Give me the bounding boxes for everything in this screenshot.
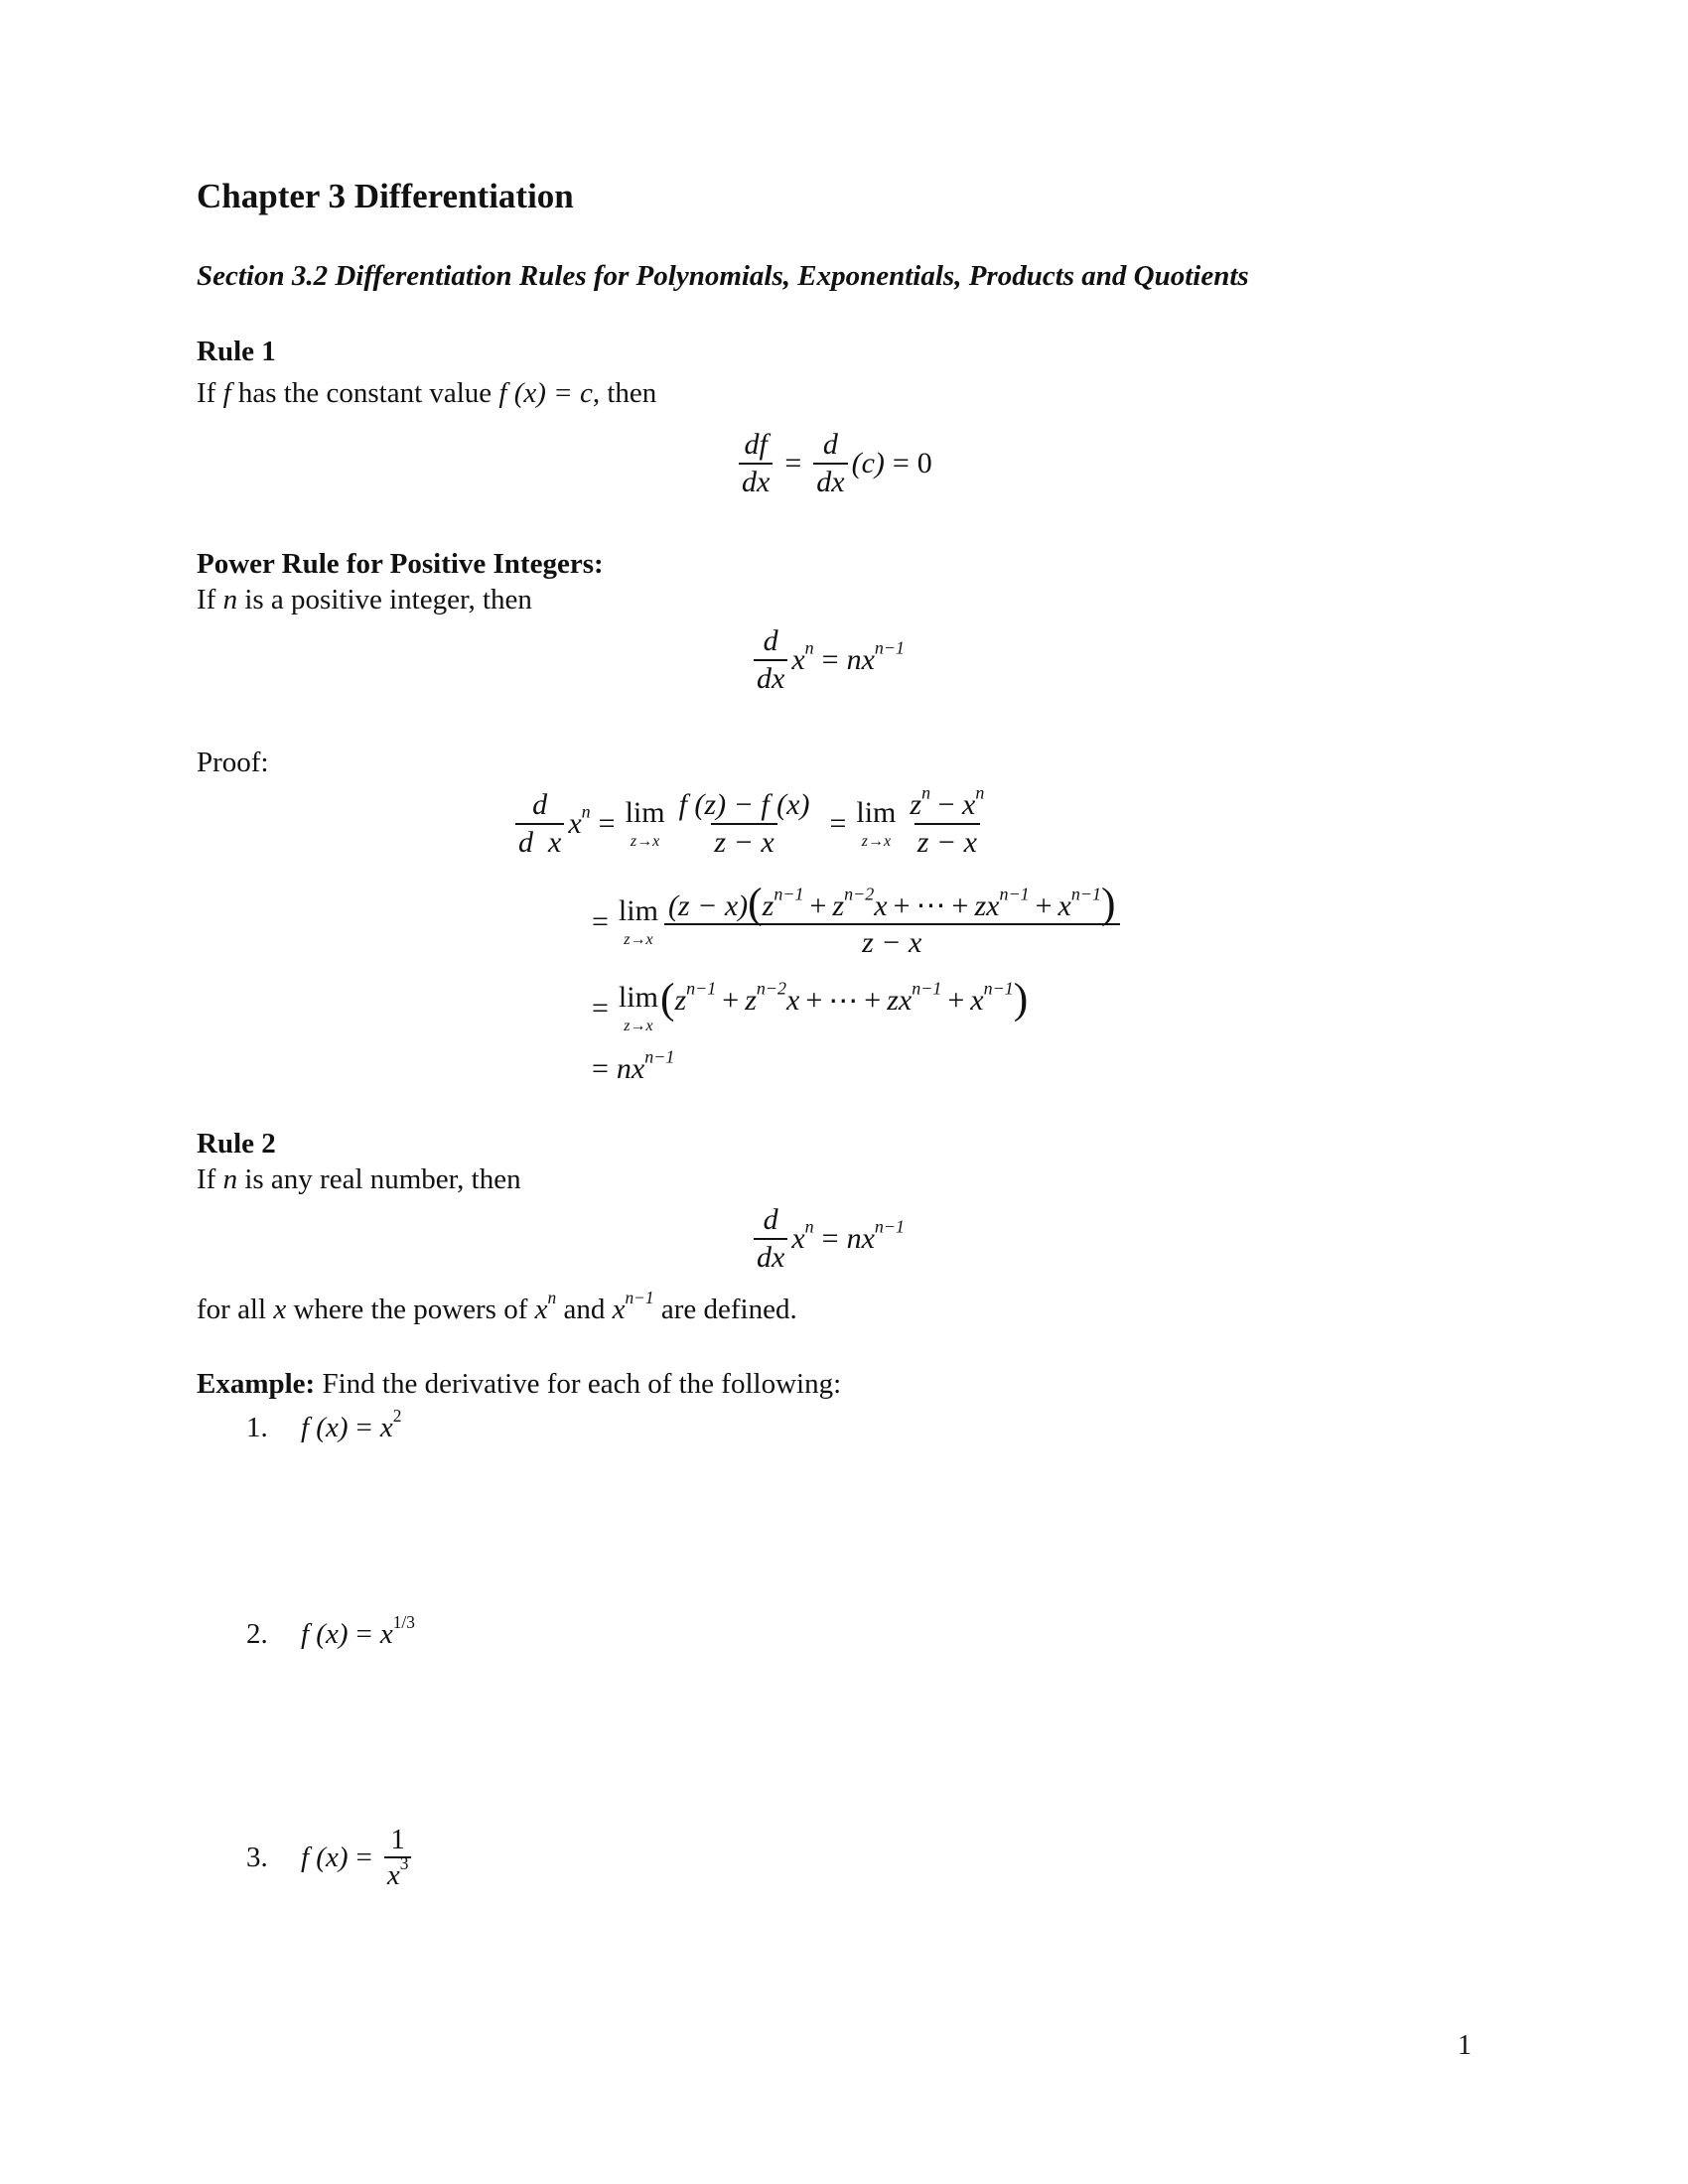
- equals: =: [355, 1618, 372, 1650]
- exponent: n−1: [686, 979, 717, 1000]
- frac-num: df: [744, 428, 768, 461]
- base: x: [970, 984, 984, 1018]
- base: zx: [887, 984, 913, 1018]
- power-x-n-minus-1: [612, 1288, 654, 1325]
- equals: =: [821, 1221, 839, 1255]
- base: z: [832, 888, 845, 922]
- base: z: [674, 984, 687, 1018]
- exponent: n: [547, 1288, 557, 1308]
- exponent: n−1: [774, 884, 804, 904]
- power-rule-heading: Power Rule for Positive Integers:: [197, 548, 604, 580]
- equals: =: [784, 446, 802, 479]
- exponent: n: [804, 637, 814, 658]
- item-rhs: [379, 1406, 402, 1444]
- exponent: n−2: [844, 884, 875, 904]
- var-n: n: [222, 584, 238, 615]
- exponent: n: [804, 1216, 814, 1237]
- rule1-text-suffix: , then: [592, 377, 657, 409]
- term: [674, 979, 717, 1018]
- term: [887, 979, 942, 1018]
- frac-num: d: [763, 1203, 778, 1236]
- base: z: [745, 984, 757, 1018]
- term: [970, 979, 1014, 1018]
- lim-subscript: z→x: [624, 931, 653, 949]
- rule1-formula: [735, 429, 932, 497]
- base: nx: [846, 1221, 875, 1255]
- lim-word: lim: [856, 795, 897, 829]
- page-number: 1: [1458, 2030, 1472, 2061]
- equals: =: [592, 905, 609, 939]
- base: x: [791, 1221, 805, 1255]
- item-lhs: f (x): [301, 1841, 349, 1873]
- proof-line-1: [511, 782, 996, 859]
- exponent: n−2: [756, 979, 787, 1000]
- base: z: [762, 888, 774, 922]
- lim-word: lim: [625, 795, 665, 829]
- equals: =: [598, 806, 616, 840]
- rule2-statement: [197, 1163, 521, 1196]
- section-title: Section 3.2 Differentiation Rules for Polynomials, Exponentials, Products and Quotients: [197, 260, 1249, 292]
- exponent: 1/3: [392, 1612, 415, 1633]
- d-dx-fraction: [754, 625, 787, 694]
- rhs: [846, 637, 906, 677]
- lim-subscript: z→x: [624, 1018, 653, 1034]
- base: x: [612, 1294, 626, 1325]
- lim-word: lim: [618, 894, 658, 928]
- d-dx-fraction: [813, 429, 847, 497]
- equals: =: [821, 642, 839, 676]
- base: nx: [616, 1052, 645, 1085]
- term: [762, 884, 804, 922]
- tail: x: [874, 888, 888, 922]
- power-x-n: [534, 1288, 557, 1325]
- frac-num: 1: [390, 1824, 405, 1855]
- text-suffix: is a positive integer, then: [237, 584, 532, 615]
- base: x: [379, 1412, 393, 1443]
- exponent: n−1: [874, 1216, 906, 1237]
- rule1-text-mid: has the constant value: [230, 377, 499, 409]
- difference-quotient: [671, 789, 818, 858]
- example-label: Example:: [197, 1368, 316, 1400]
- frac-den: d x: [515, 823, 564, 859]
- item-number: 3.: [246, 1841, 268, 1873]
- equals: =: [592, 1052, 609, 1085]
- frac-den: [384, 1853, 412, 1892]
- base: x: [962, 788, 976, 821]
- lim-subscript: z→x: [630, 832, 660, 850]
- exponent: n−1: [625, 1288, 654, 1308]
- rule1-heading: Rule 1: [197, 336, 276, 367]
- frac-num: d: [822, 428, 838, 461]
- exponent: n−1: [1070, 884, 1101, 904]
- result-zero: 0: [916, 446, 932, 479]
- frac-num: d: [763, 624, 778, 657]
- lim-subscript: z→x: [861, 832, 892, 850]
- frac-den: z − x: [914, 823, 980, 859]
- exponent: n−1: [644, 1046, 675, 1067]
- x-power-n: [791, 637, 814, 677]
- frac-den: dx: [754, 1238, 787, 1274]
- frac-num: [902, 782, 992, 823]
- proof-line-3: [584, 974, 1029, 1034]
- frac-num: f (z) − f (x): [678, 788, 810, 821]
- limit-operator: [619, 896, 658, 948]
- var-x: x: [273, 1294, 287, 1325]
- exponent: 2: [392, 1406, 402, 1427]
- var-n: n: [222, 1163, 238, 1195]
- exponent: n−1: [874, 637, 906, 658]
- base: x: [1057, 888, 1071, 922]
- item-lhs: f (x): [301, 1618, 349, 1650]
- base: x: [379, 1618, 393, 1650]
- example-item-3: [246, 1825, 415, 1891]
- lim-word: lim: [618, 981, 658, 1014]
- limit-operator: [619, 983, 658, 1034]
- base: x: [791, 642, 805, 676]
- example-item-1: [246, 1406, 402, 1444]
- exponent: n−1: [912, 979, 942, 1000]
- minus: −: [930, 788, 963, 821]
- sum-expression: ($z^{n-1} + z^{n-2}x$ + ⋯ + $zx^{n-1} + x^{n-1}$): [659, 974, 1029, 1023]
- term: [832, 884, 888, 922]
- factor: (z − x): [667, 888, 749, 922]
- result: [616, 1046, 675, 1086]
- equals: =: [829, 806, 847, 840]
- base: nx: [846, 642, 875, 676]
- factored-quotient: [664, 880, 1120, 960]
- text-prefix: If: [197, 584, 223, 615]
- base: zx: [974, 888, 1000, 922]
- proof-line-2: [584, 880, 1124, 960]
- power-rule-formula: [750, 625, 905, 694]
- text-suffix: is any real number, then: [237, 1163, 521, 1195]
- d-dx-fraction: [515, 789, 564, 858]
- ellipsis: ⋯: [828, 984, 859, 1018]
- example-prompt: [197, 1368, 841, 1401]
- ellipsis: ⋯: [915, 888, 946, 922]
- constant-arg: (c): [851, 446, 885, 479]
- text: for all: [197, 1294, 274, 1325]
- equals: =: [892, 446, 910, 479]
- frac-den: z − x: [711, 823, 776, 859]
- equals: =: [355, 1841, 372, 1873]
- rule2-formula: [750, 1204, 905, 1273]
- item-number: 1.: [246, 1412, 268, 1443]
- proof-line-4: [584, 1046, 675, 1086]
- example-instruction: Find the derivative for each of the following:: [315, 1368, 842, 1400]
- exponent: n−1: [983, 979, 1014, 1000]
- limit-operator: [625, 795, 665, 850]
- text: and: [556, 1294, 613, 1325]
- exponent: n: [975, 782, 985, 803]
- base: x: [534, 1294, 548, 1325]
- rule1-statement: [197, 377, 656, 410]
- frac-den: dx: [813, 463, 847, 498]
- rule2-condition: [197, 1288, 797, 1326]
- equals: =: [592, 992, 609, 1024]
- limit-operator: [856, 795, 897, 850]
- base: x: [568, 806, 582, 840]
- proof-label: Proof:: [197, 747, 269, 778]
- exponent: n: [921, 782, 931, 803]
- rule1-f: f: [222, 377, 231, 409]
- text: are defined.: [653, 1294, 797, 1325]
- rule1-text-prefix: If: [197, 377, 223, 409]
- item-number: 2.: [246, 1618, 268, 1650]
- frac-num: $(z - x)(z^{n-1} + z^{n-2}x$ + ⋯ + $zx^{n-1} + x^{n-1}$): [667, 880, 1116, 927]
- example-item-2: [246, 1612, 415, 1651]
- exponent: 3: [399, 1853, 409, 1874]
- power-rule-statement: [197, 584, 532, 616]
- x-power-n: [568, 801, 591, 841]
- term: [1057, 884, 1101, 922]
- frac-num: d: [532, 788, 548, 821]
- item-rhs: [379, 1612, 415, 1651]
- chapter-title: Chapter 3 Differentiation: [197, 177, 574, 215]
- term: [974, 884, 1030, 922]
- item-lhs: f (x): [301, 1412, 349, 1443]
- tail: x: [786, 984, 800, 1018]
- frac-den: dx: [754, 659, 787, 695]
- rule2-heading: Rule 2: [197, 1128, 276, 1160]
- frac-den: dx: [739, 463, 773, 498]
- rhs: [846, 1216, 906, 1256]
- text: where the powers of: [286, 1294, 535, 1325]
- d-dx-fraction: [754, 1204, 787, 1273]
- equals: =: [355, 1412, 372, 1443]
- item-rhs-fraction: [384, 1825, 412, 1891]
- x-power-n: [791, 1216, 814, 1256]
- text-prefix: If: [197, 1163, 223, 1195]
- df-dx-fraction: [739, 429, 773, 497]
- exponent: n−1: [999, 884, 1030, 904]
- base: x: [386, 1859, 400, 1892]
- frac-den: z − x: [664, 923, 1120, 959]
- exponent: n: [581, 801, 591, 822]
- power-difference-quotient: [902, 782, 992, 859]
- rule1-fx: f (x) = c: [498, 377, 593, 409]
- term: [745, 979, 800, 1018]
- base: z: [910, 788, 922, 821]
